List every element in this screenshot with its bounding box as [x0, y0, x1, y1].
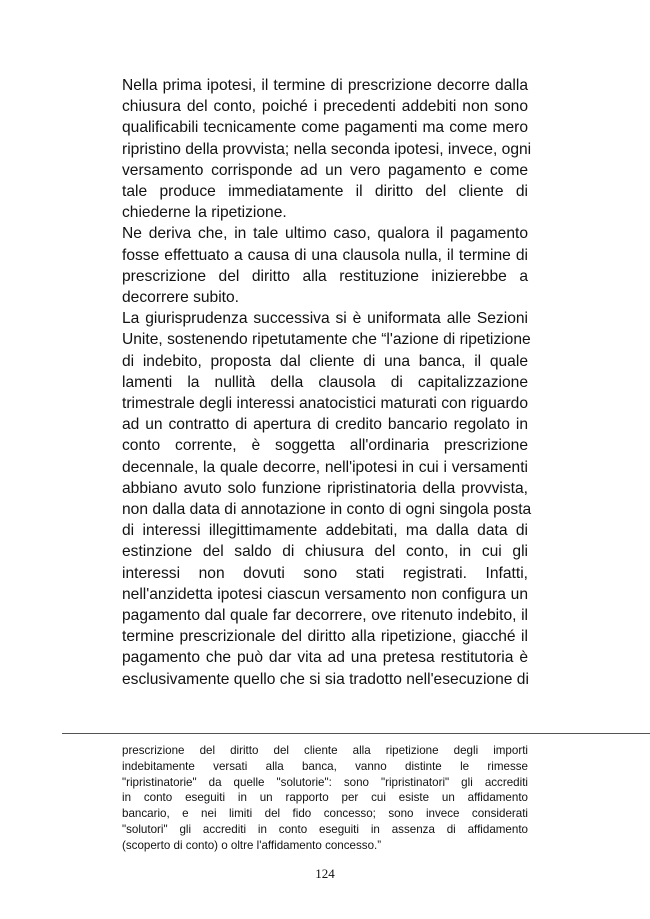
text-line: decennale, la quale decorre, nell'ipotesi in cui i versamenti — [122, 458, 528, 476]
text-line: non dalla data di annotazione in conto di ogni singola posta — [122, 501, 532, 519]
footnote-separator — [62, 733, 650, 734]
footnote-line: prescrizione del diritto del cliente alla ripetizione degli importi — [122, 744, 528, 757]
footnote-line: in conto eseguiti in un rapporto per cui esiste un affidamento — [122, 791, 528, 805]
text-line: La giurisprudenza successiva si è uniformata alle Sezioni — [122, 310, 528, 328]
text-line: chiusura del conto, poiché i precedenti addebiti non sono — [122, 98, 528, 116]
page-number: 124 — [315, 866, 335, 881]
text-line: chiederne la ripetizione. — [122, 204, 287, 222]
text-line: trimestrale degli interessi anatocistici maturati con riguardo — [122, 395, 528, 413]
footnote-line: bancario, e nei limiti del fido concesso; sono invece considerati — [122, 807, 528, 821]
footnote-line: "ripristinatorie" da quelle "solutorie": sono "ripristinatori" gli accrediti — [122, 775, 528, 789]
text-line: interessi non dovuti sono stati registrati. Infatti, — [122, 564, 528, 582]
text-line: termine prescrizionale del diritto alla ripetizione, giacché il — [122, 628, 528, 646]
text-line: di indebito, proposta dal cliente di una banca, il quale — [122, 352, 528, 370]
text-line: estinzione del saldo di chiusura del conto, in cui gli — [122, 543, 528, 561]
text-line: ripristino della provvista; nella seconda ipotesi, invece, ogni — [122, 140, 532, 158]
text-line: Unite, sostenendo ripetutamente che “l'azione di ripetizione — [122, 331, 531, 349]
footnote-line: "solutori" gli accrediti in conto eseguiti in assenza di affidamento — [122, 822, 528, 836]
text-line: pagamento che può dar vita ad una pretesa restitutoria è — [122, 649, 528, 667]
text-line: conto corrente, è soggetta all'ordinaria prescrizione — [122, 437, 528, 455]
footnote-block — [122, 743, 528, 854]
text-line: di interessi illegittimamente addebitati, ma dalla data di — [122, 522, 528, 540]
text-line: tale produce immediatamente il diritto del cliente di — [122, 183, 528, 201]
text-line: lamenti la nullità della clausola di capitalizzazione — [122, 373, 528, 391]
text-line: Ne deriva che, in tale ultimo caso, qualora il pagamento — [122, 225, 528, 243]
text-line: nell'anzidetta ipotesi ciascun versamento non configura un — [122, 585, 528, 603]
text-line: abbiano avuto solo funzione ripristinatoria della provvista, — [122, 479, 528, 497]
main-text-block — [122, 75, 532, 690]
text-line: esclusivamente quello che si sia tradotto nell'esecuzione di — [122, 670, 529, 688]
text-line: Nella prima ipotesi, il termine di prescrizione decorre dalla — [122, 77, 528, 94]
text-line: ad un contratto di apertura di credito bancario regolato in — [122, 416, 528, 434]
text-line: decorrere subito. — [122, 289, 240, 307]
text-line: versamento corrisponde ad un vero pagamento e come — [122, 161, 528, 179]
text-line: prescrizione del diritto alla restituzione inizierebbe a — [122, 267, 528, 285]
footnote-line: (scoperto di conto) o oltre l'affidamento concesso.” — [122, 838, 382, 852]
text-line: fosse effettuato a causa di una clausola nulla, il termine di — [122, 246, 528, 264]
footnote-line: indebitamente versati alla banca, vanno distinte le rimesse — [122, 759, 528, 773]
text-line: pagamento dal quale far decorrere, ove ritenuto indebito, il — [122, 607, 528, 625]
text-line: qualificabili tecnicamente come pagamenti ma come mero — [122, 119, 528, 137]
